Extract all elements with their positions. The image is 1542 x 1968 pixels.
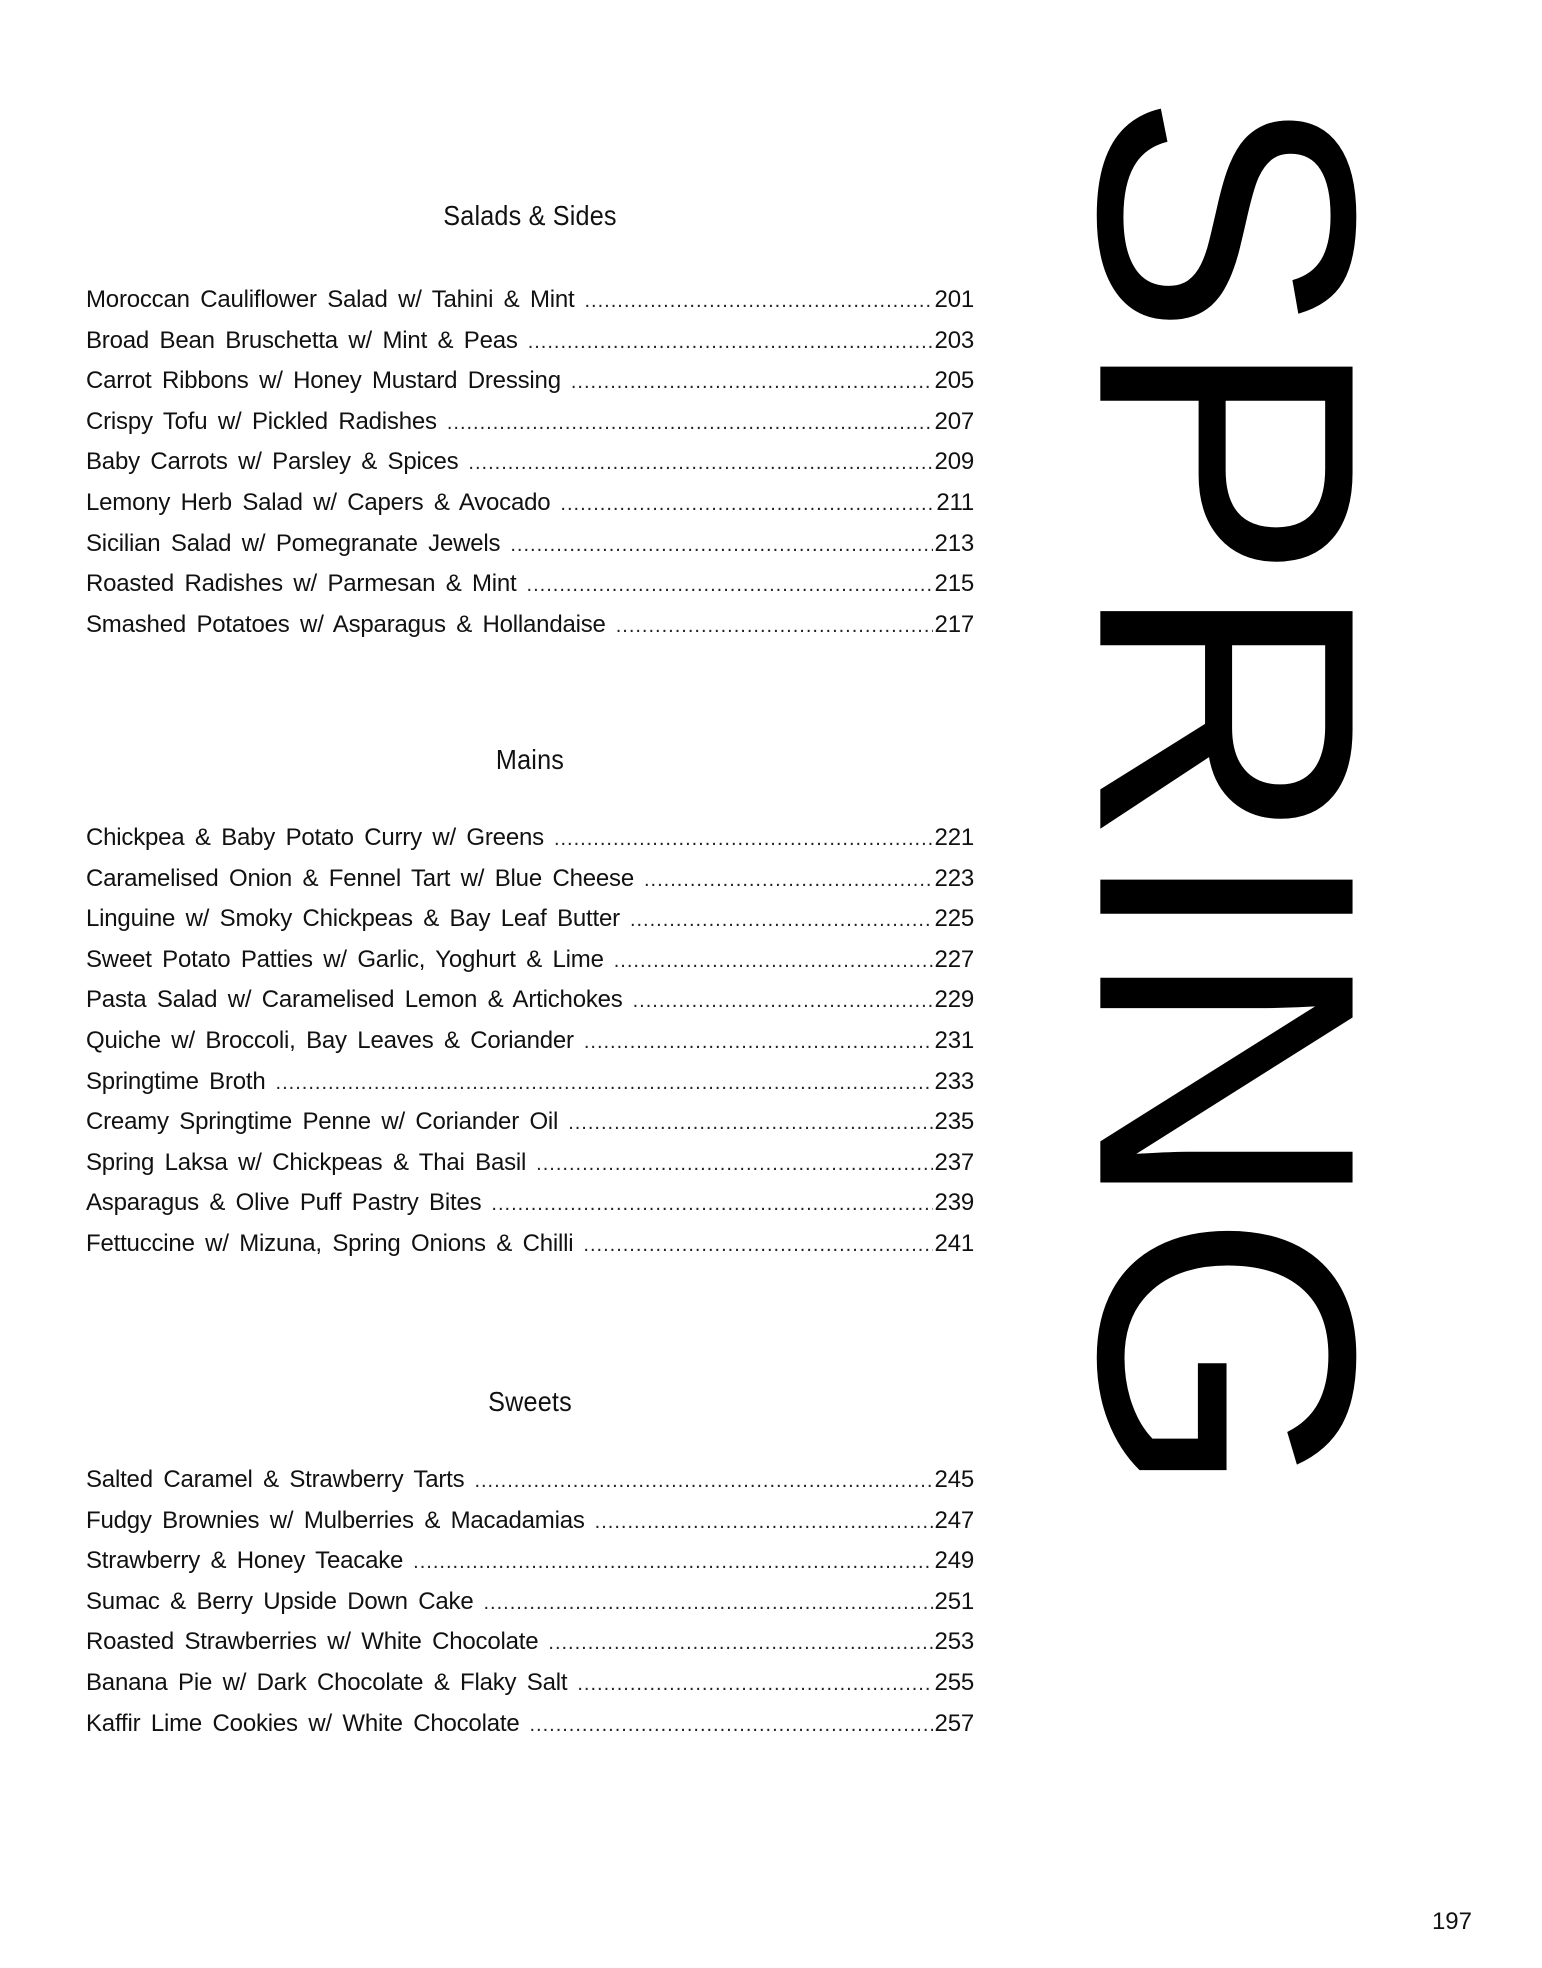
- toc-entry[interactable]: [86, 1143, 974, 1184]
- toc-entry-label: Fettuccine w/ Mizuna, Spring Onions & Chilli: [86, 1229, 574, 1257]
- toc-entry-label: Springtime Broth: [86, 1067, 266, 1095]
- page-number: 197: [1431, 1908, 1472, 1935]
- toc-entry-page: 237: [934, 1148, 974, 1176]
- toc-list-sweets: [86, 1460, 974, 1744]
- toc-entry-page: 245: [934, 1466, 974, 1493]
- toc-entry-label: Smashed Potatoes w/ Asparagus & Hollandaise: [86, 610, 606, 638]
- toc-entry-label: Strawberry & Honey Teacake: [86, 1547, 404, 1575]
- toc-entry-label: Sumac & Berry Upside Down Cake: [86, 1587, 474, 1615]
- toc-entry-label: Lemony Herb Salad w/ Capers & Avocado: [86, 488, 551, 516]
- toc-entry-page: 207: [934, 407, 974, 435]
- dot-leader: [583, 1225, 932, 1265]
- toc-entry[interactable]: [86, 1501, 974, 1542]
- toc-entry-label: Crispy Tofu w/ Pickled Radishes: [86, 407, 437, 435]
- toc-entry-label: Creamy Springtime Penne w/ Coriander Oil: [86, 1108, 559, 1136]
- toc-entry-page: 227: [934, 945, 974, 973]
- toc-entry-page: 223: [934, 864, 974, 892]
- toc-entry-label: Chickpea & Baby Potato Curry w/ Greens: [86, 824, 544, 851]
- toc-entry[interactable]: [86, 899, 974, 940]
- dot-leader: [633, 981, 933, 1021]
- toc-entry-label: Salted Caramel & Strawberry Tarts: [86, 1466, 465, 1493]
- toc-entry[interactable]: [86, 605, 974, 646]
- toc-entry-label: Sweet Potato Patties w/ Garlic, Yoghurt & Lime: [86, 945, 604, 973]
- dot-leader: [577, 1664, 932, 1704]
- toc-entry-label: Linguine w/ Smoky Chickpeas & Bay Leaf Butter: [86, 905, 620, 933]
- section-title-salads-sides: Salads & Sides: [443, 200, 617, 231]
- toc-entry-page: 249: [934, 1547, 974, 1575]
- dot-leader: [528, 322, 933, 362]
- toc-entry[interactable]: [86, 1102, 974, 1143]
- toc-entry-page: 231: [934, 1026, 974, 1054]
- section-title-mains: Mains: [495, 744, 565, 775]
- toc-entry[interactable]: [86, 1021, 974, 1062]
- toc-entry[interactable]: [86, 818, 974, 859]
- dot-leader: [616, 606, 933, 646]
- toc-entry-label: Caramelised Onion & Fennel Tart w/ Blue Cheese: [86, 864, 634, 892]
- toc-entry-label: Asparagus & Olive Puff Pastry Bites: [86, 1189, 482, 1217]
- toc-entry[interactable]: [86, 980, 974, 1021]
- dot-leader: [529, 1705, 932, 1745]
- dot-leader: [474, 1461, 932, 1501]
- toc-entry-label: Pasta Salad w/ Caramelised Lemon & Artichokes: [86, 986, 623, 1014]
- toc-entry-page: 225: [934, 905, 974, 933]
- toc-entry-label: Quiche w/ Broccoli, Bay Leaves & Coriander: [86, 1026, 574, 1054]
- toc-entry-label: Broad Bean Bruschetta w/ Mint & Peas: [86, 326, 518, 354]
- toc-entry-page: 239: [934, 1189, 974, 1217]
- toc-entry[interactable]: [86, 1541, 974, 1582]
- toc-entry-page: 241: [934, 1229, 974, 1257]
- toc-entry[interactable]: [86, 1183, 974, 1224]
- toc-entry[interactable]: [86, 442, 974, 483]
- toc-entry[interactable]: [86, 361, 974, 402]
- section-title-sweets: Sweets: [488, 1386, 572, 1417]
- toc-entry[interactable]: [86, 1663, 974, 1704]
- toc-entry-page: 211: [936, 488, 974, 516]
- toc-entry[interactable]: [86, 1460, 974, 1501]
- toc-entry-label: Roasted Radishes w/ Parmesan & Mint: [86, 570, 517, 598]
- toc-entry-page: 255: [934, 1668, 974, 1696]
- toc-entry-page: 209: [934, 448, 974, 476]
- toc-entry-page: 253: [934, 1628, 974, 1656]
- toc-entry-label: Spring Laksa w/ Chickpeas & Thai Basil: [86, 1148, 527, 1176]
- dot-leader: [571, 362, 933, 402]
- toc-entry[interactable]: [86, 1582, 974, 1623]
- toc-entry[interactable]: [86, 1704, 974, 1745]
- dot-leader: [585, 281, 933, 321]
- toc-entry-page: 233: [934, 1067, 974, 1095]
- toc-entry-label: Fudgy Brownies w/ Mulberries & Macadamias: [86, 1506, 585, 1534]
- toc-entry-label: Moroccan Cauliflower Salad w/ Tahini & Mint: [86, 286, 575, 313]
- dot-leader: [276, 1063, 933, 1103]
- toc-entry[interactable]: [86, 1224, 974, 1265]
- dot-leader: [644, 860, 933, 900]
- dot-leader: [548, 1623, 932, 1663]
- dot-leader: [447, 403, 933, 443]
- dot-leader: [536, 1144, 932, 1184]
- toc-entry-page: 251: [934, 1587, 974, 1615]
- dot-leader: [560, 484, 934, 524]
- dot-leader: [527, 565, 933, 605]
- toc-entry-page: 215: [934, 570, 974, 598]
- toc-entry[interactable]: [86, 859, 974, 900]
- toc-entry-page: 257: [934, 1709, 974, 1737]
- dot-leader: [584, 1022, 933, 1062]
- toc-entry-page: 229: [934, 986, 974, 1014]
- toc-entry[interactable]: [86, 402, 974, 443]
- toc-entry-label: Sicilian Salad w/ Pomegranate Jewels: [86, 529, 501, 557]
- toc-entry[interactable]: [86, 280, 974, 321]
- toc-entry-page: 247: [934, 1506, 974, 1534]
- toc-list-salads-sides: [86, 280, 974, 645]
- toc-entry-page: 201: [934, 286, 974, 313]
- toc-entry[interactable]: [86, 524, 974, 565]
- dot-leader: [468, 443, 932, 483]
- toc-entry-page: 205: [934, 367, 974, 395]
- chapter-title: SPRING: [1022, 92, 1432, 1498]
- toc-entry[interactable]: [86, 1062, 974, 1103]
- toc-entry-label: Baby Carrots w/ Parsley & Spices: [86, 448, 459, 476]
- toc-entry-page: 213: [934, 529, 974, 557]
- toc-entry-label: Banana Pie w/ Dark Chocolate & Flaky Salt: [86, 1668, 568, 1696]
- toc-entry-label: Carrot Ribbons w/ Honey Mustard Dressing: [86, 367, 561, 395]
- toc-entry-label: Kaffir Lime Cookies w/ White Chocolate: [86, 1709, 520, 1737]
- dot-leader: [595, 1502, 933, 1542]
- toc-list-mains: [86, 818, 974, 1265]
- toc-entry-label: Roasted Strawberries w/ White Chocolate: [86, 1628, 539, 1656]
- toc-entry[interactable]: [86, 321, 974, 362]
- dot-leader: [510, 525, 932, 565]
- toc-entry[interactable]: [86, 940, 974, 981]
- dot-leader: [630, 900, 933, 940]
- toc-entry-page: 217: [934, 610, 974, 638]
- dot-leader: [568, 1103, 932, 1143]
- dot-leader: [614, 941, 933, 981]
- dot-leader: [413, 1542, 932, 1582]
- toc-entry-page: 203: [934, 326, 974, 354]
- dot-leader: [554, 819, 933, 859]
- toc-entry[interactable]: [86, 483, 974, 524]
- toc-entry[interactable]: [86, 1622, 974, 1663]
- toc-entry[interactable]: [86, 564, 974, 605]
- dot-leader: [491, 1184, 932, 1224]
- toc-entry-page: 235: [934, 1108, 974, 1136]
- dot-leader: [483, 1583, 932, 1623]
- toc-entry-page: 221: [934, 824, 974, 851]
